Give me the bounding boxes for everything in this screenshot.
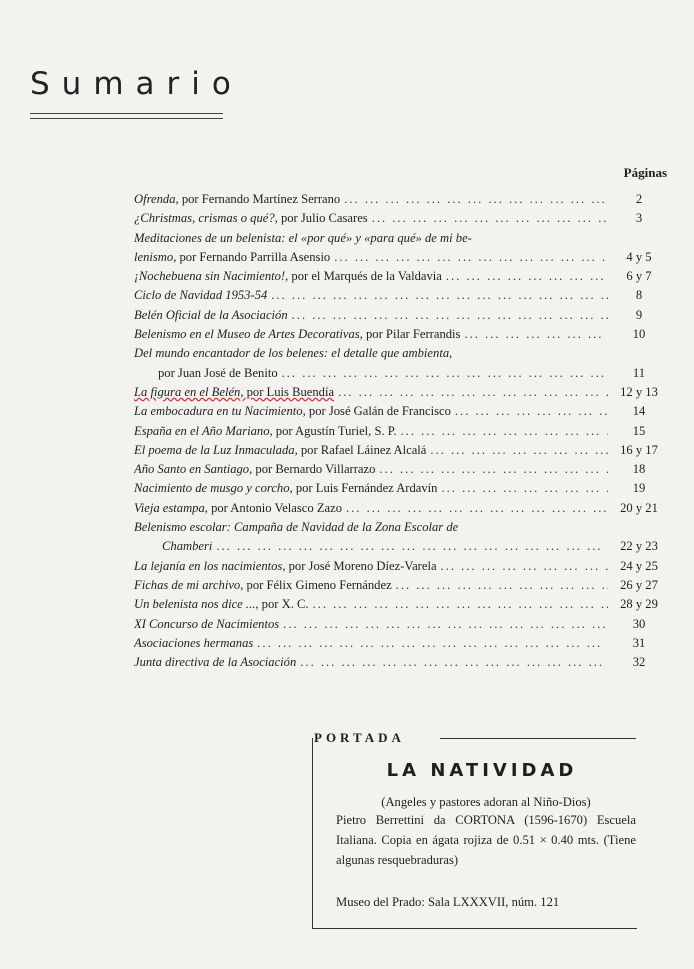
toc-entry[interactable]: La embocadura en tu Nacimiento, por José Galán de Francisco ... . 14 [134, 402, 664, 421]
page-title: Sumario [30, 66, 243, 102]
table-of-contents [134, 190, 664, 672]
toc-entry[interactable]: Un belenista nos dice ..., por X. C. ... . 28 y 29 [134, 595, 664, 614]
toc-entry[interactable]: Vieja estampa, por Antonio Velasco Zazo ... . 20 y 21 [134, 499, 664, 518]
toc-entry[interactable]: ¿Christmas, crismas o qué?, por Julio Casares ... . 3 [134, 209, 664, 228]
toc-entry[interactable]: Belén Oficial de la Asociación ... . 9 [134, 306, 664, 325]
toc-entry[interactable]: Meditaciones de un belenista: el «por qué» y «para qué» de mi be- [134, 230, 472, 245]
toc-entry[interactable]: lenismo, por Fernando Parrilla Asensio ... . 4 y 5 [134, 248, 664, 267]
toc-entry[interactable]: El poema de la Luz Inmaculada, por Rafael Láinez Alcalá ... . 16 y 17 [134, 441, 664, 460]
toc-entry[interactable]: España en el Año Mariano, por Agustín Turiel, S. P. ... . 15 [134, 422, 664, 441]
toc-entry[interactable]: Chamberí ... . 22 y 23 [134, 537, 664, 556]
toc-entry[interactable]: Junta directiva de la Asociación ... . 32 [134, 653, 664, 672]
portada-label: PORTADA [314, 730, 411, 746]
toc-entry[interactable]: Nacimiento de musgo y corcho, por Luis Fernández Ardavín ... . 19 [134, 479, 664, 498]
portada-title: LA NATIVIDAD [386, 760, 578, 781]
toc-entry[interactable]: por Juan José de Benito ... . 11 [134, 364, 664, 383]
toc-entry[interactable]: Ciclo de Navidad 1953-54 ... . 8 [134, 286, 664, 305]
title-rule-bottom [30, 118, 223, 119]
toc-entry[interactable]: Fichas de mi archivo, por Félix Gimeno Fernández ... . 26 y 27 [134, 576, 664, 595]
title-rule-top [30, 113, 223, 114]
toc-entry[interactable]: Ofrenda, por Fernando Martínez Serrano ... . 2 [134, 190, 664, 209]
toc-entry[interactable]: ¡Nochebuena sin Nacimiento!, por el Marqués de la Valdavia ... . 6 y 7 [134, 267, 664, 286]
portada-location: Museo del Prado: Sala LXXXVII, núm. 121 [336, 895, 560, 909]
portada-description: Pietro Berrettini da CORTONA (1596-1670) Escuela Italiana. Copia en ágata rojiza de 0.51 × 0.40 mts. (Tiene algunas resquebraduras) [336, 813, 636, 867]
toc-entry[interactable]: La lejanía en los nacimientos, por José Moreno Díez-Varela ... . 24 y 25 [134, 557, 664, 576]
toc-entry[interactable]: Belenismo escolar: Campaña de Navidad de la Zona Escolar de [134, 520, 459, 535]
portada-box-top-rule [440, 738, 636, 739]
toc-entry[interactable]: Del mundo encantador de los belenes: el detalle que ambienta, [134, 346, 453, 361]
pages-column-header: Páginas [623, 165, 667, 180]
toc-entry[interactable]: Asociaciones hermanas ... . 31 [134, 634, 664, 653]
portada-subtitle: (Angeles y pastores adoran al Niño-Dios) [381, 795, 591, 809]
toc-entry[interactable]: Año Santo en Santiago, por Bernardo Villarrazo ... . 18 [134, 460, 664, 479]
toc-entry[interactable]: XI Concurso de Nacimientos ... . 30 [134, 615, 664, 634]
toc-entry[interactable]: Belenismo en el Museo de Artes Decorativas, por Pilar Ferrandis ... . 10 [134, 325, 664, 344]
toc-entry[interactable]: La figura en el Belén, por Luis Buendía ... . 12 y 13 [134, 383, 664, 402]
